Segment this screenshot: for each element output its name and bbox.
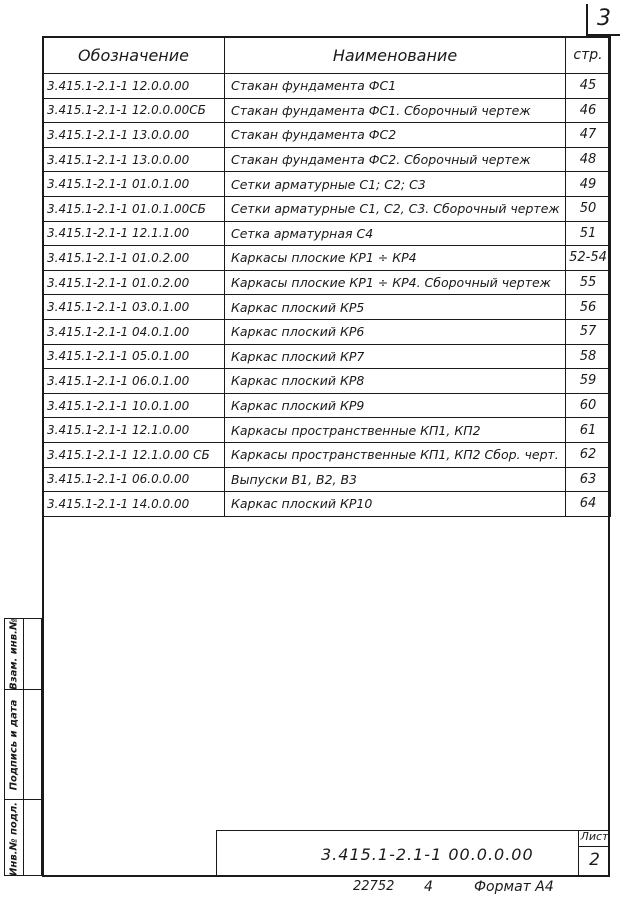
row-code: 3.415.1-2.1-1 01.0.2.00 bbox=[43, 270, 225, 295]
row-code: 3.415.1-2.1-1 01.0.2.00 bbox=[43, 246, 225, 271]
row-name: Каркас плоский КР7 bbox=[225, 344, 566, 369]
row-name: Каркас плоский КР6 bbox=[225, 319, 566, 344]
stamp-replaces-inv bbox=[5, 619, 41, 689]
row-page: 62 bbox=[566, 442, 611, 467]
stamp-replaces-inv-label: Взам. инв.№ bbox=[8, 618, 20, 690]
row-code: 3.415.1-2.1-1 03.0.1.00 bbox=[43, 295, 225, 320]
row-code: 3.415.1-2.1-1 06.0.0.00 bbox=[43, 467, 225, 492]
table-row bbox=[43, 319, 611, 344]
row-code: 3.415.1-2.1-1 12.1.1.00 bbox=[43, 221, 225, 246]
table-row bbox=[43, 221, 611, 246]
row-page: 57 bbox=[566, 319, 611, 344]
table-row bbox=[43, 196, 611, 221]
stamp-signature-date bbox=[5, 689, 41, 799]
row-name: Каркасы пространственные КП1, КП2 bbox=[225, 418, 566, 443]
row-page: 58 bbox=[566, 344, 611, 369]
row-page: 52-54 bbox=[566, 246, 611, 271]
row-name: Каркас плоский КР5 bbox=[225, 295, 566, 320]
table-row bbox=[43, 418, 611, 443]
row-name: Каркасы плоские КР1 ÷ КР4. Сборочный чертеж bbox=[225, 270, 566, 295]
row-page: 46 bbox=[566, 98, 611, 123]
contents-table bbox=[42, 36, 611, 517]
side-stamp bbox=[4, 618, 42, 876]
row-page: 45 bbox=[566, 74, 611, 99]
row-name: Выпуски В1, В2, В3 bbox=[225, 467, 566, 492]
row-page: 60 bbox=[566, 393, 611, 418]
stamp-inv-no-label: Инв.№ подл. bbox=[8, 801, 20, 876]
row-name: Каркас плоский КР8 bbox=[225, 369, 566, 394]
table-row bbox=[43, 147, 611, 172]
row-code: 3.415.1-2.1-1 12.0.0.00 bbox=[43, 74, 225, 99]
row-page: 63 bbox=[566, 467, 611, 492]
sheet-box bbox=[578, 830, 610, 877]
row-name: Каркас плоский КР9 bbox=[225, 393, 566, 418]
table-row bbox=[43, 270, 611, 295]
table-row bbox=[43, 172, 611, 197]
row-code: 3.415.1-2.1-1 06.0.1.00 bbox=[43, 369, 225, 394]
row-code: 3.415.1-2.1-1 12.1.0.00 СБ bbox=[43, 442, 225, 467]
page-number: 3 bbox=[597, 6, 611, 31]
row-code: 3.415.1-2.1-1 05.0.1.00 bbox=[43, 344, 225, 369]
row-page: 50 bbox=[566, 196, 611, 221]
row-code: 3.415.1-2.1-1 04.0.1.00 bbox=[43, 319, 225, 344]
row-name: Сетки арматурные С1; С2; С3 bbox=[225, 172, 566, 197]
table-row bbox=[43, 442, 611, 467]
row-name: Сетки арматурные С1, С2, С3. Сборочный чертеж bbox=[225, 196, 566, 221]
footer-inventory-number: 22752 bbox=[353, 879, 395, 894]
table-row bbox=[43, 123, 611, 148]
table-row bbox=[43, 467, 611, 492]
row-name: Стакан фундамента ФС2 bbox=[225, 123, 566, 148]
table-row bbox=[43, 492, 611, 517]
row-code: 3.415.1-2.1-1 13.0.0.00 bbox=[43, 147, 225, 172]
table-row bbox=[43, 295, 611, 320]
row-page: 48 bbox=[566, 147, 611, 172]
row-name: Каркасы пространственные КП1, КП2 Сбор. черт. bbox=[225, 442, 566, 467]
footer-copy-number: 4 bbox=[424, 879, 433, 895]
row-page: 49 bbox=[566, 172, 611, 197]
row-code: 3.415.1-2.1-1 14.0.0.00 bbox=[43, 492, 225, 517]
row-name: Стакан фундамента ФС1. Сборочный чертеж bbox=[225, 98, 566, 123]
table-row bbox=[43, 344, 611, 369]
table-row bbox=[43, 74, 611, 99]
stamp-signature-date-label: Подпись и дата bbox=[8, 699, 20, 790]
sheet-label: Лист bbox=[579, 830, 610, 847]
row-code: 3.415.1-2.1-1 12.0.0.00СБ bbox=[43, 98, 225, 123]
table-body bbox=[43, 74, 611, 517]
sheet-number: 2 bbox=[589, 850, 600, 870]
header-page: стр. bbox=[566, 37, 611, 74]
header-code: Обозначение bbox=[43, 37, 225, 74]
table-row bbox=[43, 369, 611, 394]
table-row bbox=[43, 98, 611, 123]
row-code: 3.415.1-2.1-1 12.1.0.00 bbox=[43, 418, 225, 443]
row-code: 3.415.1-2.1-1 10.0.1.00 bbox=[43, 393, 225, 418]
row-page: 64 bbox=[566, 492, 611, 517]
row-page: 47 bbox=[566, 123, 611, 148]
row-name: Сетка арматурная С4 bbox=[225, 221, 566, 246]
page-number-box bbox=[586, 4, 620, 36]
row-page: 59 bbox=[566, 369, 611, 394]
stamp-inv-no bbox=[5, 799, 41, 877]
row-name: Стакан фундамента ФС2. Сборочный чертеж bbox=[225, 147, 566, 172]
row-name: Каркас плоский КР10 bbox=[225, 492, 566, 517]
row-code: 3.415.1-2.1-1 01.0.1.00СБ bbox=[43, 196, 225, 221]
row-code: 3.415.1-2.1-1 13.0.0.00 bbox=[43, 123, 225, 148]
row-page: 55 bbox=[566, 270, 611, 295]
table-row bbox=[43, 246, 611, 271]
table-header-row bbox=[43, 37, 611, 74]
row-page: 61 bbox=[566, 418, 611, 443]
table-row bbox=[43, 393, 611, 418]
document-code: 3.415.1-2.1-1 00.0.0.00 bbox=[321, 845, 534, 864]
row-code: 3.415.1-2.1-1 01.0.1.00 bbox=[43, 172, 225, 197]
row-page: 56 bbox=[566, 295, 611, 320]
row-page: 51 bbox=[566, 221, 611, 246]
header-name: Наименование bbox=[225, 37, 566, 74]
row-name: Каркасы плоские КР1 ÷ КР4 bbox=[225, 246, 566, 271]
footer-format: Формат А4 bbox=[474, 879, 554, 895]
row-name: Стакан фундамента ФС1 bbox=[225, 74, 566, 99]
title-block bbox=[216, 830, 610, 877]
